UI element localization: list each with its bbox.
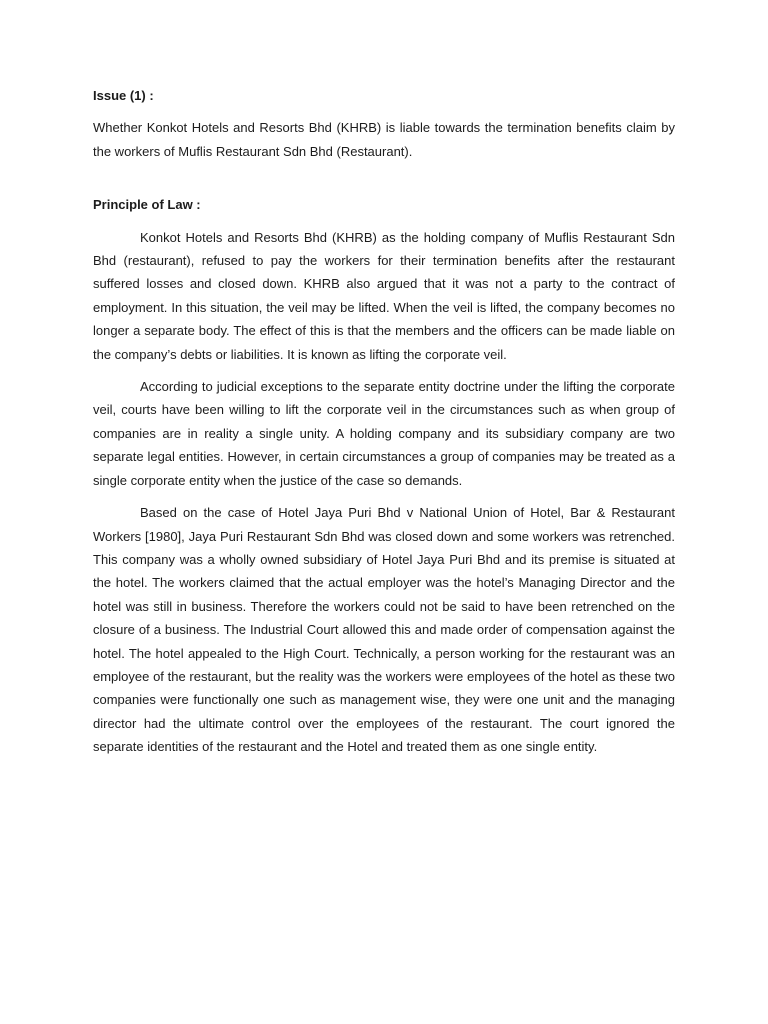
issue-text: Whether Konkot Hotels and Resorts Bhd (KHRB) is liable towards the termination benefits claim by the workers of Muflis Restaurant Sdn Bhd (Restaurant).: [93, 120, 675, 159]
paragraph-holding-company: Konkot Hotels and Resorts Bhd (KHRB) as the holding company of Muflis Restaurant Sdn Bhd (restaurant), refused to pay the workers for their termination benefits after the restaurant suffered losses and closed down. KHRB also argued that it was not a party to the contract of employment. In this situation, the veil may be lifted. When the veil is lifted, the company becomes no longer a separate body. The effect of this is that the members and the officers can be made liable on the company’s debts or liabilities. It is known as lifting the corporate veil.: [93, 229, 675, 362]
principle-heading: Principle of Law :: [93, 197, 201, 213]
paragraph-judicial-exceptions: According to judicial exceptions to the separate entity doctrine under the lifting the corporate veil, courts have been willing to lift the corporate veil in the circumstances such as when group of companies are in reality a single unity. A holding company and its subsidiary company are two separate legal entities. However, in certain circumstances a group of companies may be treated as a single corporate entity when the justice of the case so demands.: [93, 379, 675, 488]
paragraph-case-hotel-jaya-puri: Based on the case of Hotel Jaya Puri Bhd v National Union of Hotel, Bar & Restaurant Workers [1980], Jaya Puri Restaurant Sdn Bhd was closed down and some workers was retrenched. This company was a wholly owned subsidiary of Hotel Jaya Puri Bhd and its premise is situated at the hotel. The workers claimed that the actual employer was the hotel’s Managing Director and the hotel was still in business. Therefore the workers could not be said to have been retrenched on the closure of a business. The Industrial Court allowed this and made order of compensation against the hotel. The hotel appealed to the High Court. Technically, a person working for the restaurant was an employee of the restaurant, but the reality was the workers were employees of the hotel as these two companies were functionally one such as management wise, they were one unit and the managing director had the ultimate control over the employees of the restaurant. The court ignored the separate identities of the restaurant and the Hotel and treated them as one single entity.: [93, 505, 675, 755]
document-page: [93, 84, 675, 759]
issue-heading: Issue (1) :: [93, 88, 154, 103]
